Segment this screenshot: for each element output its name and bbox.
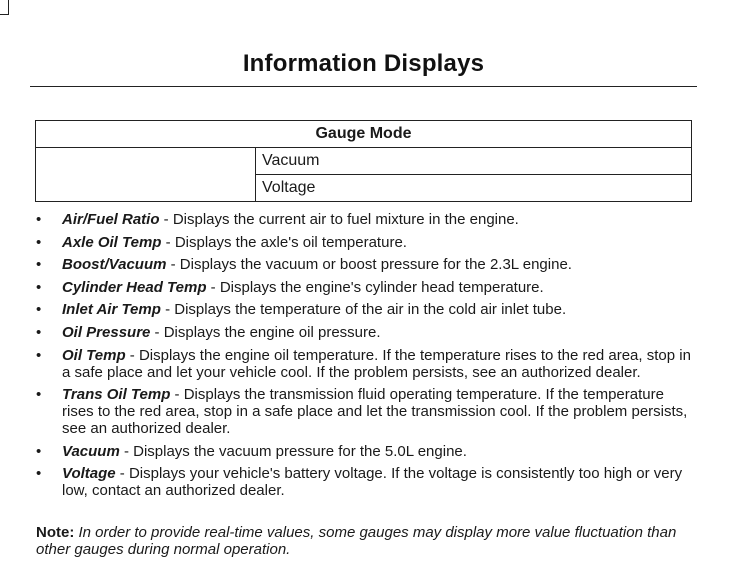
list-item-term: Axle Oil Temp (62, 233, 162, 251)
list-item-description: - Displays the engine oil pressure. (150, 323, 381, 341)
bullet-icon: • (36, 211, 42, 228)
list-item-description: - Displays the vacuum or boost pressure for the 2.3L engine. (166, 256, 572, 274)
note-paragraph (36, 524, 706, 558)
bullet-icon: • (36, 233, 42, 251)
table-cell: Voltage (256, 175, 692, 202)
list-item-term: Vacuum (62, 442, 120, 460)
bullet-icon: • (36, 465, 42, 483)
bullet-icon: • (36, 323, 42, 341)
bullet-icon: • (36, 346, 42, 364)
list-item (36, 443, 691, 460)
list-item (36, 465, 691, 499)
list-item (36, 301, 691, 318)
list-item-description: - Displays your vehicle's battery voltage. If the voltage is consistently too high or very low, contact an authorized dealer. (62, 465, 683, 500)
bullet-icon: • (36, 278, 42, 296)
list-item-term: Inlet Air Temp (62, 301, 161, 319)
list-item-term: Cylinder Head Temp (62, 278, 207, 296)
list-item (36, 234, 691, 251)
title-divider (30, 86, 697, 87)
table-header: Gauge Mode (36, 121, 692, 148)
list-item (36, 279, 691, 296)
list-item-description: - Displays the temperature of the air in the cold air inlet tube. (160, 301, 567, 319)
table-cell: Vacuum (256, 148, 692, 175)
list-item-term: Air/Fuel Ratio (62, 211, 160, 228)
list-item (36, 386, 691, 437)
note-text: In order to provide real-time values, some gauges may display more value fluctuation than other gauges during normal operation. (36, 524, 677, 558)
table-row (36, 148, 692, 175)
list-item-term: Trans Oil Temp (62, 386, 171, 404)
list-item (36, 256, 691, 273)
list-item-description: - Displays the engine oil temperature. If the temperature rises to the red area, stop in a safe place and let your vehicle cool. If the problem persists, see an authorized dealer. (62, 346, 691, 381)
list-item (36, 347, 691, 381)
bullet-icon: • (36, 256, 42, 274)
gauge-mode-table (35, 120, 692, 202)
list-item-term: Oil Pressure (62, 323, 151, 341)
bullet-icon: • (36, 442, 42, 460)
list-item-term: Voltage (62, 465, 116, 483)
list-item (36, 324, 691, 341)
list-item-description: - Displays the current air to fuel mixture in the engine. (159, 211, 519, 228)
gauge-description-list (36, 211, 691, 505)
list-item-description: - Displays the transmission fluid operating temperature. If the temperature rises to the red area, stop in a safe place and let the transmission cool. If the problem persists, see an authorized dealer. (62, 386, 688, 438)
list-item-term: Oil Temp (62, 346, 126, 364)
bullet-icon: • (36, 301, 42, 319)
list-item-description: - Displays the vacuum pressure for the 5.0L engine. (119, 442, 467, 460)
page-title: Information Displays (242, 50, 485, 77)
bullet-icon: • (36, 386, 42, 404)
list-item (36, 211, 691, 228)
list-item-description: - Displays the axle's oil temperature. (161, 233, 407, 251)
list-item-description: - Displays the engine's cylinder head temperature. (206, 278, 544, 296)
list-item-term: Boost/Vacuum (62, 256, 167, 274)
table-empty-cell (36, 148, 256, 202)
table-header-row (36, 121, 692, 148)
note-label: Note: (36, 524, 75, 541)
crop-mark (0, 0, 9, 15)
